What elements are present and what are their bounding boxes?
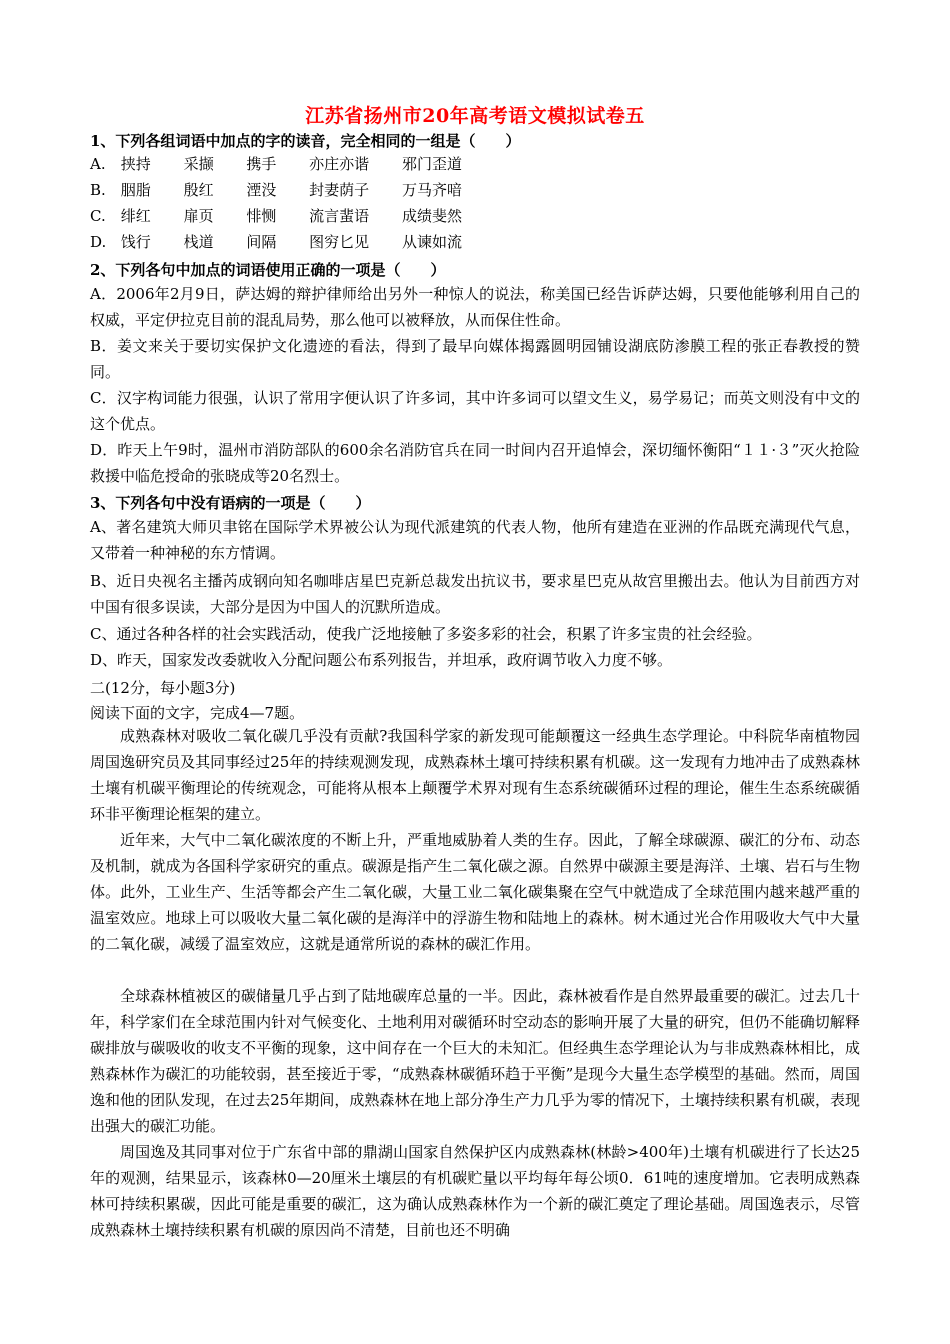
question-2-option-b: B．姜文来关于要切实保护文化遗迹的看法，得到了最早向媒体揭露圆明园铺设湖底防渗膜工程的张正春教授的赞同。 xyxy=(90,337,860,381)
question-1-option-b xyxy=(90,179,490,200)
option-word: 万马齐喑 xyxy=(401,181,462,199)
option-word: 绯红 xyxy=(120,207,151,225)
option-word: 邪门歪道 xyxy=(401,155,462,173)
option-word: 饯行 xyxy=(120,233,151,251)
section-2-instruction: 阅读下面的文字，完成4—7题。 xyxy=(90,704,305,722)
option-label: A. xyxy=(90,155,106,173)
option-label: B. xyxy=(90,181,106,199)
passage-paragraph-1: 成熟森林对吸收二氧化碳几乎没有贡献?我国科学家的新发现可能颠覆这一经典生态学理论。中科院华南植物园周国逸研究员及其同事经过25年的持续观测发现，成熟森林土壤可持续积累有机碳。这一发现有力地冲击了成熟森林土壤有机碳平衡理论的传统观念，可能将从根本上颠覆学术界对现有生态系统碳循环过程的理论，催生生态系统碳循环非平衡理论框架的建立。 xyxy=(90,727,860,823)
option-word: 成绩斐然 xyxy=(401,207,462,225)
passage-paragraph-4: 周国逸及其同事对位于广东省中部的鼎湖山国家自然保护区内成熟森林(林龄>400年)土壤有机碳进行了长达25年的观测，结果显示，该森林0—20厘米土壤层的有机碳贮量以平均每年每公顷0．61吨的速度增加。它表明成熟森林可持续积累碳，因此可能是重要的碳汇，这为确认成熟森林作为一个新的碳汇奠定了理论基础。周国逸表示，尽管成熟森林土壤持续积累有机碳的原因尚不清楚，目前也还不明确 xyxy=(90,1143,860,1239)
question-1-option-c xyxy=(90,205,490,226)
option-label: D. xyxy=(90,233,107,251)
option-word: 湮没 xyxy=(246,181,277,199)
option-word: 采撷 xyxy=(183,155,214,173)
question-3-option-a: A、著名建筑大师贝聿铭在国际学术界被公认为现代派建筑的代表人物，他所有建造在亚洲的作品既充满现代气息，又带着一种神秘的东方情调。 xyxy=(90,518,860,562)
option-word: 携手 xyxy=(246,155,277,173)
question-3-stem: 3、下列各句中没有语病的一项是（ ） xyxy=(90,494,371,512)
question-2-option-a: A．2006年2月9日，萨达姆的辩护律师给出另外一种惊人的说法，称美国已经告诉萨达姆，只要他能够利用自己的权威，平定伊拉克目前的混乱局势，那么他可以被释放，从而保住性命。 xyxy=(90,285,860,329)
option-word: 胭脂 xyxy=(120,181,151,199)
option-label: C. xyxy=(90,207,106,225)
passage-paragraph-3: 全球森林植被区的碳储量几乎占到了陆地碳库总量的一半。因此，森林被看作是自然界最重要的碳汇。过去几十年，科学家们在全球范围内针对气候变化、土地利用对碳循环时空动态的影响开展了大量的研究，但仍不能确切解释碳排放与碳吸收的收支不平衡的现象，这中间存在一个巨大的未知汇。但经典生态学理论认为与非成熟森林相比，成熟森林作为碳汇的功能较弱，甚至接近于零，“成熟森林碳循环趋于平衡”是现今大量生态学模型的基础。然而，周国逸和他的团队发现，在过去25年期间，成熟森林在地上部分净生产力几乎为零的情况下，土壤持续积累有机碳，表现出强大的碳汇功能。 xyxy=(90,987,860,1135)
option-word: 间隔 xyxy=(246,233,277,251)
option-word: 殷红 xyxy=(183,181,214,199)
question-2-option-d: D．昨天上午9时，温州市消防部队的600余名消防官兵在同一时间内召开追悼会，深切缅怀衡阳“１１·３”灭火抢险救援中临危授命的张晓成等20名烈士。 xyxy=(90,441,860,485)
option-word: 悱恻 xyxy=(246,207,277,225)
option-word: 图穷匕见 xyxy=(309,233,370,251)
section-2-heading: 二(12分，每小题3分) xyxy=(90,679,236,697)
question-1-option-d xyxy=(90,231,490,252)
option-word: 挟持 xyxy=(120,155,151,173)
option-word: 栈道 xyxy=(183,233,214,251)
question-1-stem: 1、下列各组词语中加点的字的读音，完全相同的一组是（ ） xyxy=(90,132,521,150)
option-word: 封妻荫子 xyxy=(309,181,370,199)
question-2-option-c: C．汉字构词能力很强，认识了常用字便认识了许多词，其中许多词可以望文生义，易学易记；而英文则没有中文的这个优点。 xyxy=(90,389,860,433)
option-word: 扉页 xyxy=(183,207,214,225)
passage-paragraph-2: 近年来，大气中二氧化碳浓度的不断上升，严重地威胁着人类的生存。因此，了解全球碳源、碳汇的分布、动态及机制，就成为各国科学家研究的重点。碳源是指产生二氧化碳之源。自然界中碳源主要是海洋、土壤、岩石与生物体。此外，工业生产、生活等都会产生二氧化碳，大量工业二氧化碳集聚在空气中就造成了全球范围内越来越严重的温室效应。地球上可以吸收大量二氧化碳的是海洋中的浮游生物和陆地上的森林。树木通过光合作用吸收大气中大量的二氧化碳，减缓了温室效应，这就是通常所说的森林的碳汇作用。 xyxy=(90,831,860,953)
option-word: 亦庄亦谐 xyxy=(309,155,370,173)
option-word: 流言蜚语 xyxy=(309,207,370,225)
question-1-option-a xyxy=(90,153,490,174)
question-2-stem: 2、下列各句中加点的词语使用正确的一项是（ ） xyxy=(90,261,446,279)
page-title: 江苏省扬州市20年高考语文模拟试卷五 xyxy=(305,105,645,127)
question-3-option-c: C、通过各种各样的社会实践活动，使我广泛地接触了多姿多彩的社会，积累了许多宝贵的社会经验。 xyxy=(90,625,762,643)
question-3-option-d: D、昨天，国家发改委就收入分配问题公布系列报告，并坦承，政府调节收入力度不够。 xyxy=(90,651,673,669)
question-3-option-b: B、近日央视名主播芮成钢向知名咖啡店星巴克新总裁发出抗议书，要求星巴克从故宫里搬出去。他认为目前西方对中国有很多误读，大部分是因为中国人的沉默所造成。 xyxy=(90,572,860,616)
option-word: 从谏如流 xyxy=(401,233,462,251)
